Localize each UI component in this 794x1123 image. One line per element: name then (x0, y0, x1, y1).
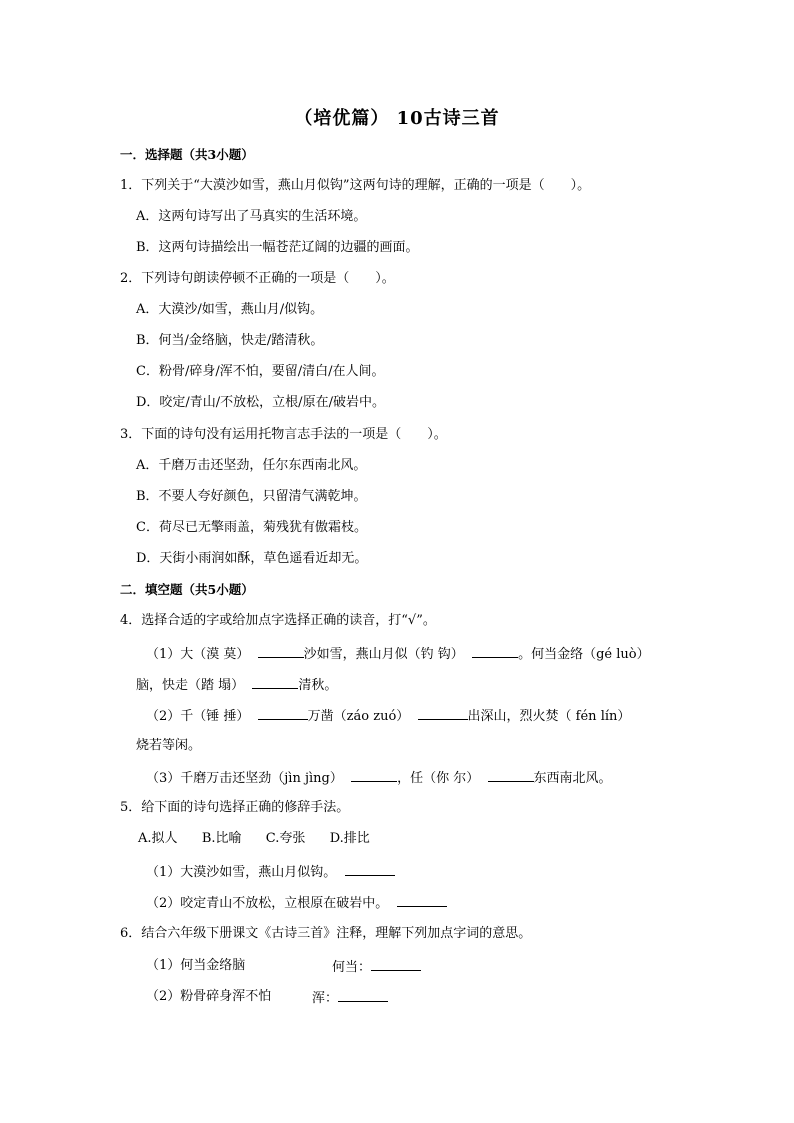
section-heading-fill: 二．填空题（共5小题） (120, 582, 254, 597)
q4-text: 东西南北风。 (533, 771, 612, 786)
answer-blank[interactable] (418, 705, 468, 720)
answer-blank[interactable] (258, 643, 304, 658)
q3-stem: 3．下面的诗句没有运用托物言志手法的一项是（ ）。 (120, 427, 447, 442)
q6-word: 何当： (332, 960, 372, 975)
q6-stem: 6．结合六年级下册课文《古诗三首》注释，理解下列加点字词的意思。 (120, 926, 532, 941)
answer-blank[interactable] (338, 987, 388, 1002)
q4-line-2 (136, 674, 337, 696)
q5-option: B.比喻 (201, 831, 242, 846)
q2-option-b: B．何当/金络脑，快走/踏清秋。 (136, 333, 324, 348)
q6-item-2 (146, 987, 271, 1007)
q5-item-1 (146, 861, 395, 883)
q4-line-1 (146, 643, 650, 665)
answer-blank[interactable] (371, 956, 421, 971)
q4-text: （1）大（漠 莫） (146, 647, 250, 662)
answer-blank[interactable] (345, 861, 395, 876)
q3-option-b: B．不要人夸好颜色，只留清气满乾坤。 (136, 489, 367, 504)
q4-text: 。何当金络（gé luò） (518, 647, 650, 662)
q1-option-a: A．这两句诗写出了马真实的生活环境。 (136, 209, 367, 224)
q1-stem: 1．下列关于“大漠沙如雪，燕山月似钩”这两句诗的理解，正确的一项是（ ）。 (120, 178, 591, 193)
q2-option-a: A．大漠沙/如雪，燕山月/似钩。 (136, 302, 324, 317)
q4-line-5 (146, 767, 612, 789)
q4-text: ，任（你 尔） (397, 771, 480, 786)
q5-item-2 (146, 892, 447, 914)
q5-option: C.夸张 (265, 831, 306, 846)
q5-option: A.拟人 (138, 831, 178, 846)
q2-option-c: C．粉骨/碎身/浑不怕，要留/清白/在人间。 (136, 364, 385, 379)
q3-option-d: D．天街小雨润如酥，草色遥看近却无。 (136, 551, 368, 566)
q5-stem: 5．给下面的诗句选择正确的修辞手法。 (120, 800, 350, 815)
q4-stem: 4．选择合适的字或给加点字选择正确的读音，打“√”。 (120, 613, 436, 628)
q4-text: 脑，快走（踏 塌） (136, 678, 245, 693)
q2-option-d: D．咬定/青山/不放松，立根/原在/破岩中。 (136, 395, 385, 410)
q6-item-2-answer (312, 987, 388, 1009)
answer-blank[interactable] (472, 643, 518, 658)
q5-text: （1）大漠沙如雪，燕山月似钩。 (146, 865, 337, 880)
q6-text: （1）何当金络脑 (146, 958, 246, 973)
answer-blank[interactable] (252, 674, 298, 689)
q6-item-1-answer (332, 956, 421, 978)
q4-line-4: 烧若等闲。 (136, 738, 202, 753)
page-title: （培优篇） 10古诗三首 (294, 108, 500, 129)
q5-option: D.排比 (329, 831, 370, 846)
q4-text: （2）千（锤 捶） (146, 709, 250, 724)
q6-text: （2）粉骨碎身浑不怕 (146, 989, 272, 1004)
answer-blank[interactable] (397, 892, 447, 907)
q4-text: 万凿（záo zuó） (307, 709, 410, 724)
q4-line-3 (146, 705, 630, 727)
q5-options (138, 829, 370, 849)
q1-option-b: B．这两句诗描绘出一幅苍茫辽阔的边疆的画面。 (136, 240, 419, 255)
q5-text: （2）咬定青山不放松，立根原在破岩中。 (146, 896, 389, 911)
answer-blank[interactable] (488, 767, 534, 782)
answer-blank[interactable] (351, 767, 397, 782)
q3-option-c: C．荷尽已无擎雨盖，菊残犹有傲霜枝。 (136, 520, 367, 535)
q4-text: （3）千磨万击还坚劲（jìn jìng） (146, 771, 343, 786)
answer-blank[interactable] (258, 705, 308, 720)
q4-text: 清秋。 (298, 678, 338, 693)
q6-item-1 (146, 956, 245, 976)
q4-text: 出深山，烈火焚（ fén lín） (467, 709, 631, 724)
section-heading-choice: 一．选择题（共3小题） (120, 147, 254, 162)
q2-stem: 2．下列诗句朗读停顿不正确的一项是（ ）。 (120, 271, 395, 286)
q6-word: 浑： (312, 991, 339, 1006)
q4-text: 沙如雪，燕山月似（钓 钩） (303, 647, 464, 662)
q3-option-a: A．千磨万击还坚劲，任尔东西南北风。 (136, 458, 367, 473)
